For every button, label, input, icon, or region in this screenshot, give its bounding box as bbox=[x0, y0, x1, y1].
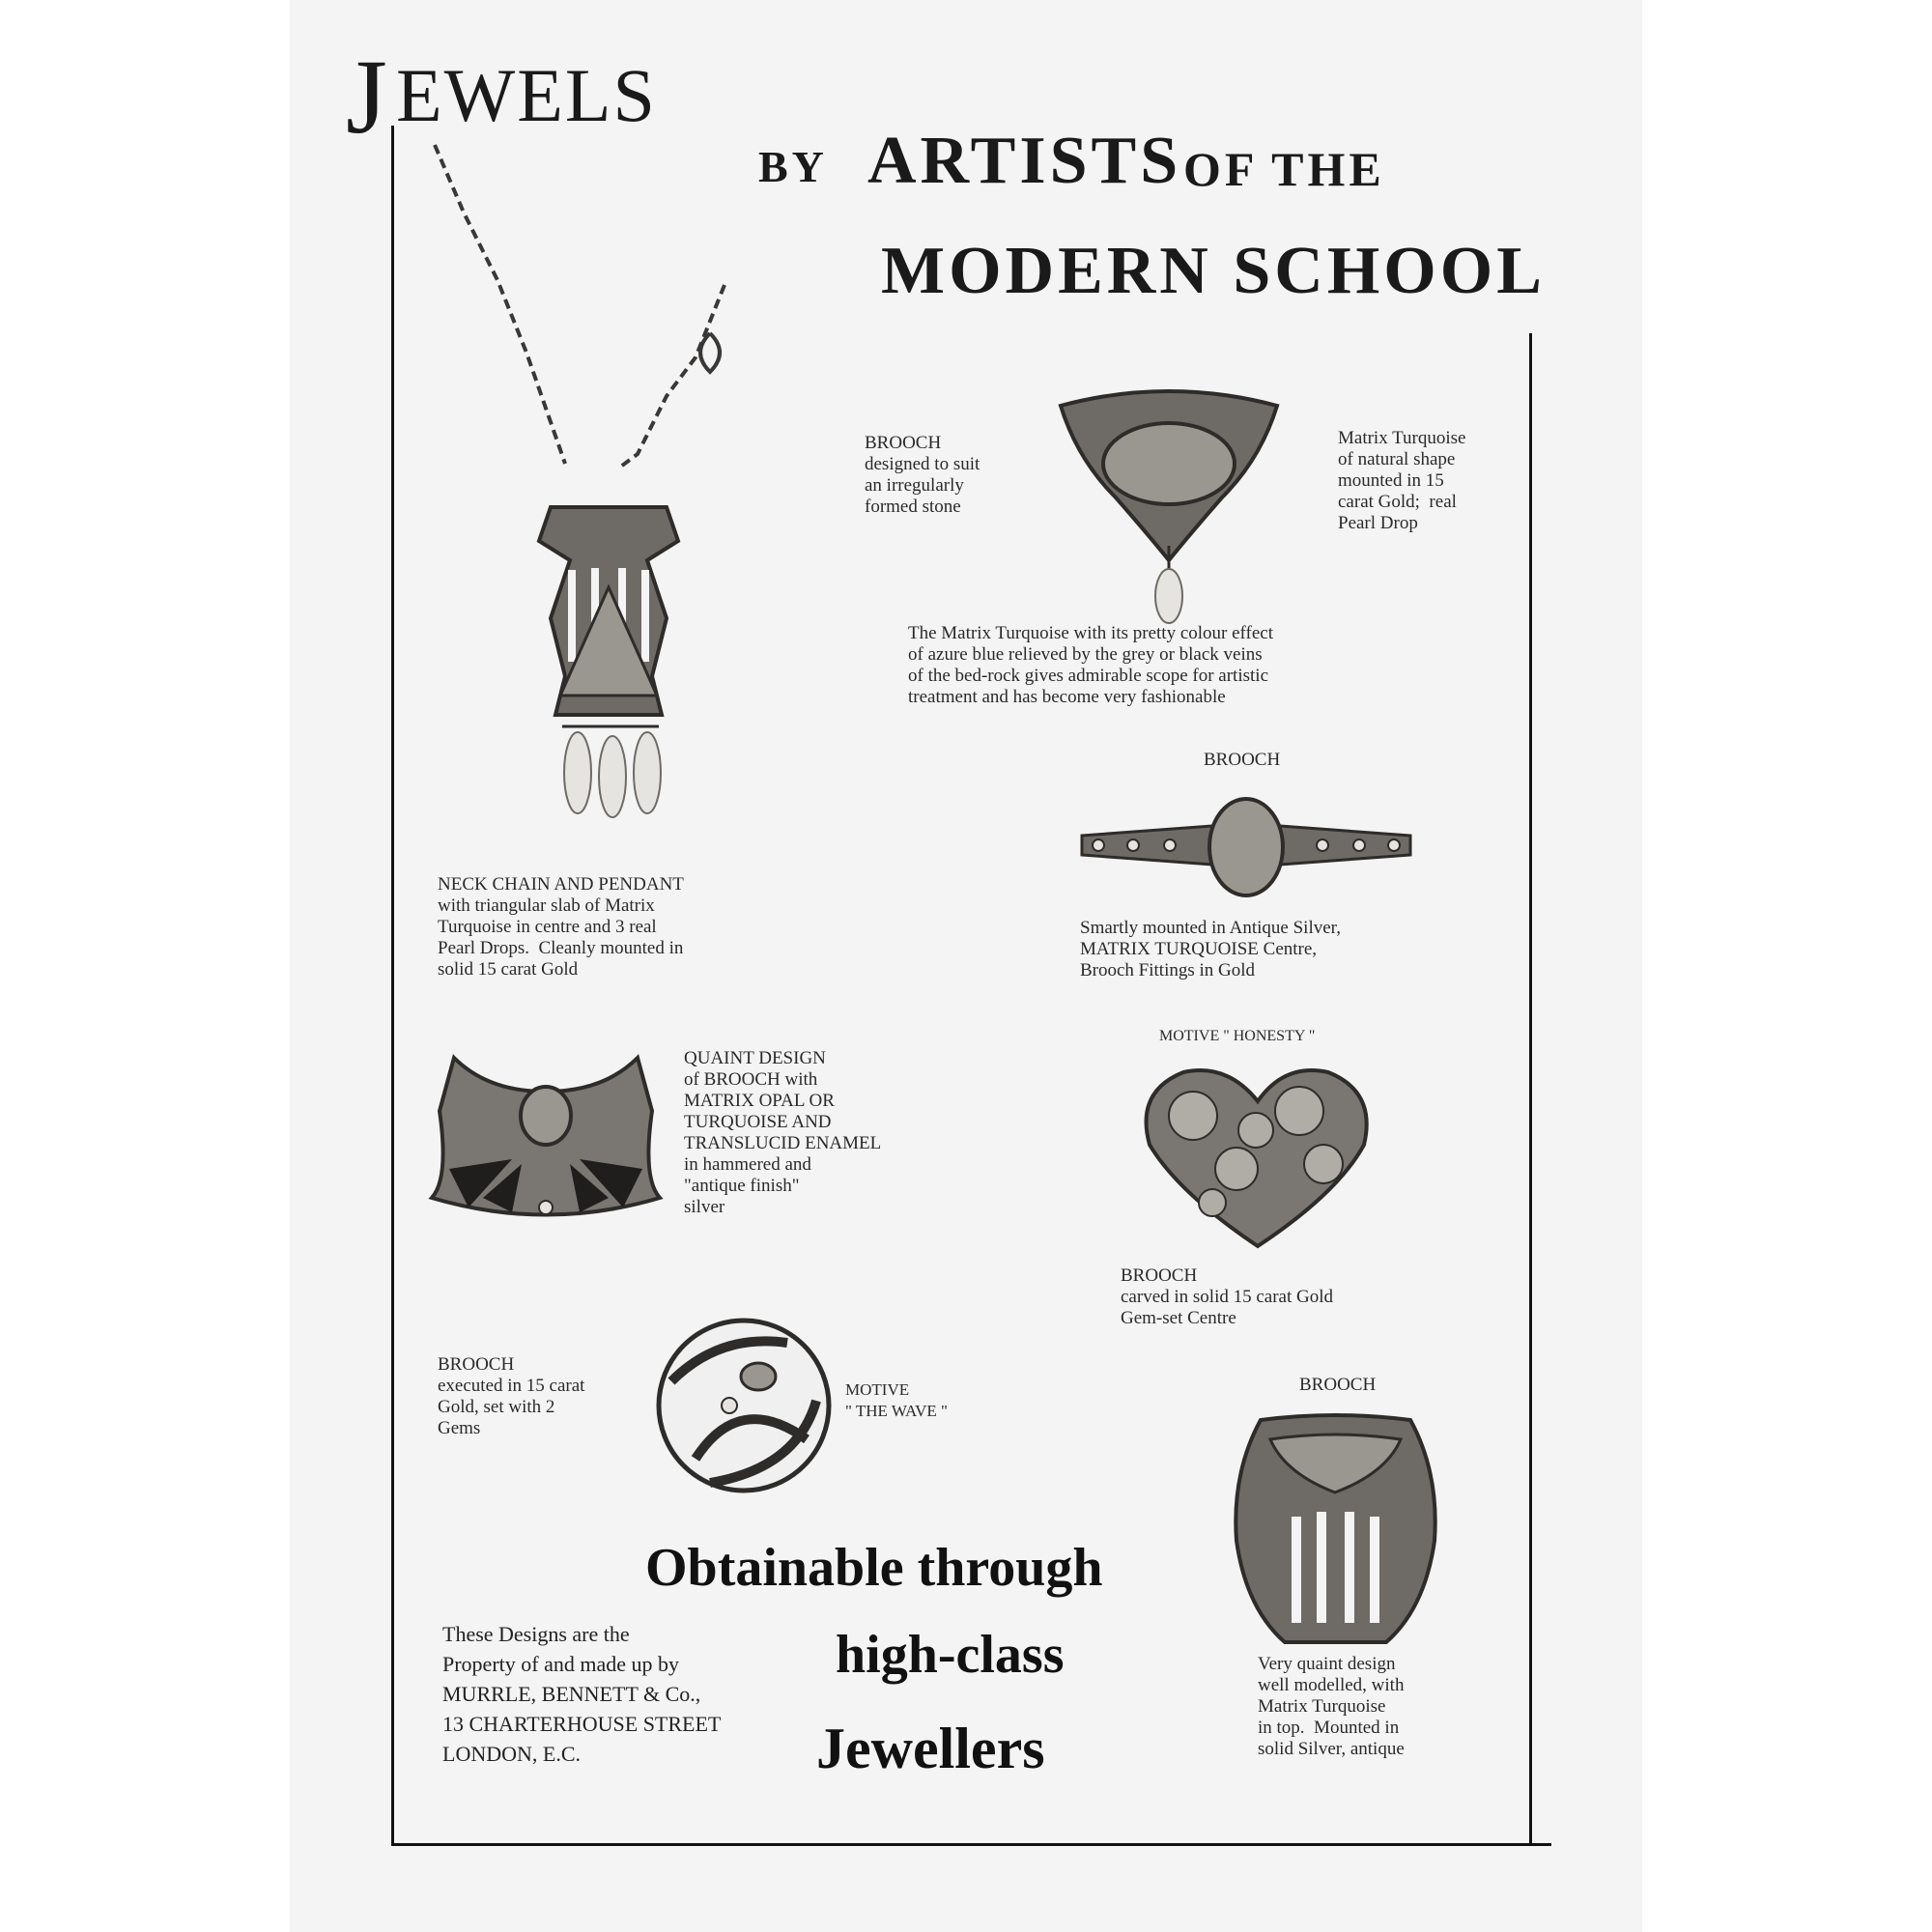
silver-brooch-label: BROOCH bbox=[1299, 1375, 1377, 1395]
bar-brooch-image bbox=[1077, 792, 1415, 903]
title-initial: J bbox=[346, 38, 387, 156]
publisher-footer: These Designs are the Property of and made up by MURRLE, BENNETT & Co., 13 CHARTERHOUSE STREET LONDON, E.C. bbox=[442, 1622, 722, 1766]
honesty-motive-label: MOTIVE " HONESTY " bbox=[1159, 1028, 1316, 1044]
wave-motive-label: MOTIVE " THE WAVE " bbox=[845, 1380, 948, 1420]
matrix-turquoise-note: The Matrix Turquoise with its pretty colour effect of azure blue relieved by the grey or black veins of the bed-rock gives admirable scope for artistic treatment and has become very fashionable bbox=[908, 623, 1274, 707]
neck-chain-pendant-image bbox=[406, 135, 744, 831]
advertisement-page bbox=[290, 0, 1642, 1932]
title-of-the: OF THE bbox=[1183, 142, 1385, 196]
wave-brooch-caption: BROOCH executed in 15 carat Gold, set with 2 Gems bbox=[438, 1354, 585, 1438]
title-word: EWELS bbox=[396, 53, 657, 137]
brooch-irregular-stone-caption: BROOCH designed to suit an irregularly formed stone bbox=[865, 433, 980, 517]
silver-brooch-image bbox=[1232, 1415, 1439, 1647]
honesty-brooch-image bbox=[1140, 1058, 1377, 1261]
title-by: BY bbox=[758, 142, 828, 191]
quaint-brooch-caption: QUAINT DESIGN of BROOCH with MATRIX OPAL OR TURQUOISE AND TRANSLUCID ENAMEL in hammered and "antique finish" silver bbox=[684, 1048, 882, 1217]
silver-brooch-caption: Very quaint design well modelled, with Matrix Turquoise in top. Mounted in solid Silver, antique bbox=[1258, 1654, 1405, 1759]
quaint-brooch-image bbox=[430, 1053, 662, 1227]
brooch-irregular-stone-detail: Matrix Turquoise of natural shape mounted in 15 carat Gold; real Pearl Drop bbox=[1338, 428, 1466, 533]
tagline-line1: Obtainable through bbox=[645, 1538, 1103, 1598]
bar-brooch-caption: Smartly mounted in Antique Silver, MATRIX TURQUOISE Centre, Brooch Fittings in Gold bbox=[1080, 918, 1341, 980]
title-modern-school: MODERN SCHOOL bbox=[881, 234, 1546, 308]
tagline-line3: Jewellers bbox=[816, 1717, 1045, 1780]
brooch-irregular-stone-image bbox=[1053, 382, 1285, 633]
neck-chain-pendant-caption: NECK CHAIN AND PENDANT with triangular slab of Matrix Turquoise in centre and 3 real Pearl Drops. Cleanly mounted in solid 15 carat Gold bbox=[438, 874, 684, 980]
bar-brooch-label: BROOCH bbox=[1204, 750, 1281, 770]
border-frame-right bbox=[1529, 333, 1532, 1843]
honesty-brooch-caption: BROOCH carved in solid 15 carat Gold Gem-set Centre bbox=[1121, 1265, 1334, 1328]
wave-brooch-image bbox=[652, 1314, 836, 1497]
tagline-line2: high-class bbox=[836, 1625, 1065, 1685]
title-artists: ARTISTS bbox=[867, 124, 1182, 198]
